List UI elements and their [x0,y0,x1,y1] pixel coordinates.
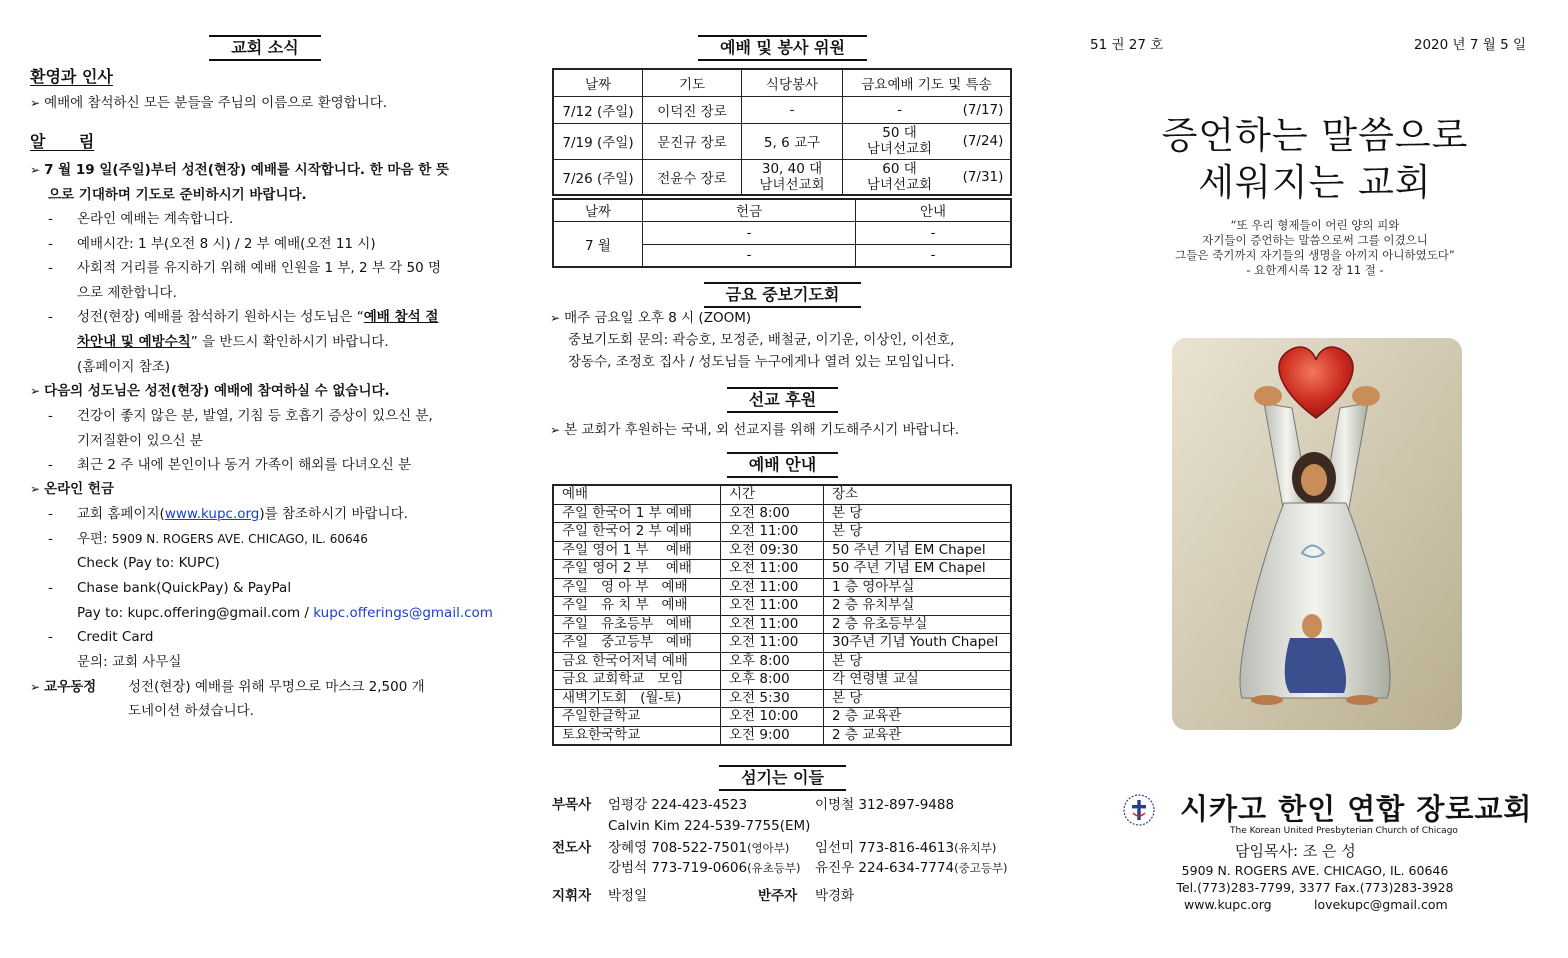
staff-entry: 박경화 [815,888,855,904]
guide-row [553,652,1011,671]
guide-place: 2 층 교육관 [824,726,1012,745]
church-address: 5909 N. ROGERS AVE. CHICAGO, IL. 60646 [1181,863,1449,878]
offering-check: Check (Pay to: KUPC) [77,555,220,571]
guide-row [553,708,1011,727]
scripture-quote: 그들은 죽기까지 자기들의 생명을 아끼지 아니하였도다” [1175,248,1455,262]
guide-place: 1 층 영아부실 [824,578,1012,597]
guide-place: 50 주년 기념 EM Chapel [824,560,1012,579]
guide-service: 주일 영어 2 부 예배 [553,560,721,579]
duty-header: 식당봉사 [742,69,843,96]
guide-time: 오전 09:30 [721,541,824,560]
notice-4: ➢ 교우동정 [30,679,97,695]
mission-title: 선교 후원 [727,387,838,413]
staff-entry: Calvin Kim 224-539-7755(EM) [608,818,811,834]
guide-time: 오전 11:00 [721,634,824,653]
guide-row [553,689,1011,708]
friday-line: ➢ 매주 금요일 오후 8 시 (ZOOM) [550,310,752,326]
guide-row [553,726,1011,745]
conductor-label: 지휘자 [552,888,592,904]
church-news-title: 교회 소식 [209,35,320,61]
welcome-heading: 환영과 인사 [30,67,113,86]
church-name: 시카고 한인 연합 장로교회 [1180,792,1533,826]
friday-prayer-title: 금요 중보기도회 [704,282,862,308]
duty-header-row [553,69,1011,96]
guide-place: 각 연령별 교실 [824,671,1012,690]
guide-place: 2 층 유치부실 [824,597,1012,616]
guide-service: 주일 유 치 부 예배 [553,597,721,616]
guide-row [553,560,1011,579]
notice-1-item-cont: (홈페이지 참조) [77,359,171,375]
guide-time: 오전 10:00 [721,708,824,727]
notice-1-item-cont: 으로 제한합니다. [77,285,177,301]
guide-row [553,523,1011,542]
guide-service: 주일 한국어 2 부 예배 [553,523,721,542]
guide-place: 2 층 교육관 [824,708,1012,727]
guide-time: 오후 8:00 [721,652,824,671]
heart-offering-artwork-icon [1172,338,1462,730]
notice-1-item-cont: 차안내 및 예방수칙” 을 반드시 확인하시기 바랍니다. [77,334,389,350]
church-phone: Tel.(773)283-7799, 3377 Fax.(773)283-3928 [1176,880,1454,895]
staff-entry: 강범석 773-719-0606(유초등부) [608,860,801,876]
guide-row [553,597,1011,616]
arrow-bullet-icon: ➢ [550,311,561,325]
duty-table [552,68,1012,196]
guide-time: 오전 11:00 [721,615,824,634]
guide-place: 본 당 [824,523,1012,542]
scripture-quote: 자기들이 증언하는 말씀으로써 그를 이겼으니 [1202,233,1428,247]
notice-heading: 알 림 [30,132,95,151]
mission-text: ➢ 본 교회가 후원하는 국내, 외 선교지를 위해 기도해주시기 바랍니다. [550,422,960,438]
guide-time: 오전 11:00 [721,523,824,542]
scripture-reference: - 요한계시록 12 장 11 절 - [1246,263,1384,277]
guide-time: 오후 8:00 [721,671,824,690]
guide-time: 오전 11:00 [721,578,824,597]
guide-time: 오전 8:00 [721,504,824,523]
guide-service: 금요 한국어저녁 예배 [553,652,721,671]
volume-number: 51 권 27 호 [1090,37,1164,53]
guide-service: 주일한글학교 [553,708,721,727]
scripture-quote: “또 우리 형제들이 어린 양의 피와 [1230,218,1400,232]
guide-header-row: 예배 시간 장소 [553,485,1011,504]
guide-time: 오전 9:00 [721,726,824,745]
staff-entry: 엄평강 224-423-4523 [608,797,748,813]
worship-guide-table [552,484,1012,746]
guide-place: 2 층 유초등부실 [824,615,1012,634]
notice-4-line-1: 성전(현장) 예배를 위해 무명으로 마스크 2,500 개 [128,679,425,695]
staff-entry: 이명철 312-897-9488 [815,797,955,813]
arrow-bullet-icon: ➢ [30,163,41,177]
duty-header: 금요예배 기도 및 특송 [843,69,1012,96]
guide-time: 오전 11:00 [721,597,824,616]
guide-place: 본 당 [824,652,1012,671]
sermon-theme-line-2: 세워지는 교회 [1198,161,1432,204]
duty-row: 7/26 (주일) 전윤수 장로 30, 40 대 남녀선교회 60 대 남녀선교회 (7/31) [553,159,1011,195]
guide-service: 주일 영어 1 부 예배 [553,541,721,560]
staff-entry: 유진우 224-634-7774(중고등부) [815,860,1008,876]
notice-3-heading: ➢ 온라인 헌금 [30,481,114,497]
evangelist-label: 전도사 [552,840,592,856]
guide-service: 토요한국학교 [553,726,721,745]
church-name-english: The Korean United Presbyterian Church of Chicago [1230,826,1458,836]
welcome-text: ➢ 예배에 참석하신 모든 분들을 주님의 이름으로 환영합니다. [30,95,388,111]
duty-header: 날짜 [553,69,643,96]
staff-entry: 임선미 773-816-4613(유치부) [815,840,997,856]
guide-service: 주일 유초등부 예배 [553,615,721,634]
offering-payto: Pay to: kupc.offering@gmail.com / kupc.offerings@gmail.com [77,605,493,621]
notice-1-line-1: ➢ 7 월 19 일(주일)부터 성전(현장) 예배를 시작합니다. 한 마음 한 뜻 [30,162,449,178]
sermon-theme-line-1: 증언하는 말씀으로 [1161,114,1469,157]
arrow-bullet-icon: ➢ [550,423,561,437]
guide-place: 30주년 기념 Youth Chapel [824,634,1012,653]
guide-place: 본 당 [824,504,1012,523]
arrow-bullet-icon: ➢ [30,96,41,110]
duty-row: 7/12 (주일) 이덕진 장로 - - (7/17) [553,96,1011,123]
guide-row [553,634,1011,653]
guide-row [553,541,1011,560]
staff-entry: 장혜영 708-522-7501(영아부) [608,840,790,856]
assoc-pastor-label: 부목사 [552,797,592,813]
notice-1-line-2: 으로 기대하며 기도로 준비하시기 바랍니다. [48,187,307,203]
senior-pastor: 담임목사: 조 은 성 [1235,842,1356,860]
arrow-bullet-icon: ➢ [30,482,41,496]
bulletin-date: 2020 년 7 월 5 일 [1413,37,1526,53]
church-website[interactable]: www.kupc.org [1184,897,1272,912]
guide-time: 오전 11:00 [721,560,824,579]
guide-time: 오전 5:30 [721,689,824,708]
cross-seal-logo-icon [1122,793,1156,827]
guide-service: 주일 중고등부 예배 [553,634,721,653]
friday-line: 중보기도회 문의: 곽승호, 모정준, 배철균, 이기운, 이상인, 이선호, [568,332,955,348]
arrow-bullet-icon: ➢ [30,680,41,694]
worship-guide-title: 예배 안내 [727,452,838,478]
notice-2-item-cont: 기저질환이 있으신 분 [77,433,203,449]
offering-duty-table: 날짜 헌금 안내 7 월 - - - - [552,198,1012,268]
guide-row [553,578,1011,597]
guide-row [553,615,1011,634]
guide-service: 주일 영 아 부 예배 [553,578,721,597]
notice-2-heading: ➢ 다음의 성도님은 성전(현장) 예배에 참여하실 수 없습니다. [30,383,390,399]
guide-service: 새벽기도회 (월-토) [553,689,721,708]
guide-place: 본 당 [824,689,1012,708]
offering-inquiry: 문의: 교회 사무실 [77,654,182,670]
guide-row [553,504,1011,523]
staff-entry: 박정일 [608,888,648,904]
friday-line: 장동수, 조정호 집사 / 성도님들 누구에게나 열려 있는 모임입니다. [568,354,955,370]
guide-place: 50 주년 기념 EM Chapel [824,541,1012,560]
service-committee-title: 예배 및 봉사 위원 [698,35,867,61]
duty-row: 7/19 (주일) 문진규 장로 5, 6 교구 50 대 남녀선교회 (7/24) [553,123,1011,159]
guide-service: 금요 교회학교 모임 [553,671,721,690]
guide-row [553,671,1011,690]
homepage-link[interactable]: www.kupc.org [164,506,260,522]
staff-title: 섬기는 이들 [719,765,846,791]
payto-email-link[interactable]: kupc.offerings@gmail.com [313,605,493,621]
duty-header: 기도 [643,69,742,96]
guide-service: 주일 한국어 1 부 예배 [553,504,721,523]
arrow-bullet-icon: ➢ [30,384,41,398]
church-email[interactable]: lovekupc@gmail.com [1314,897,1448,912]
accompanist-label: 반주자 [758,888,798,904]
notice-4-line-2: 도네이션 하셨습니다. [128,703,254,719]
